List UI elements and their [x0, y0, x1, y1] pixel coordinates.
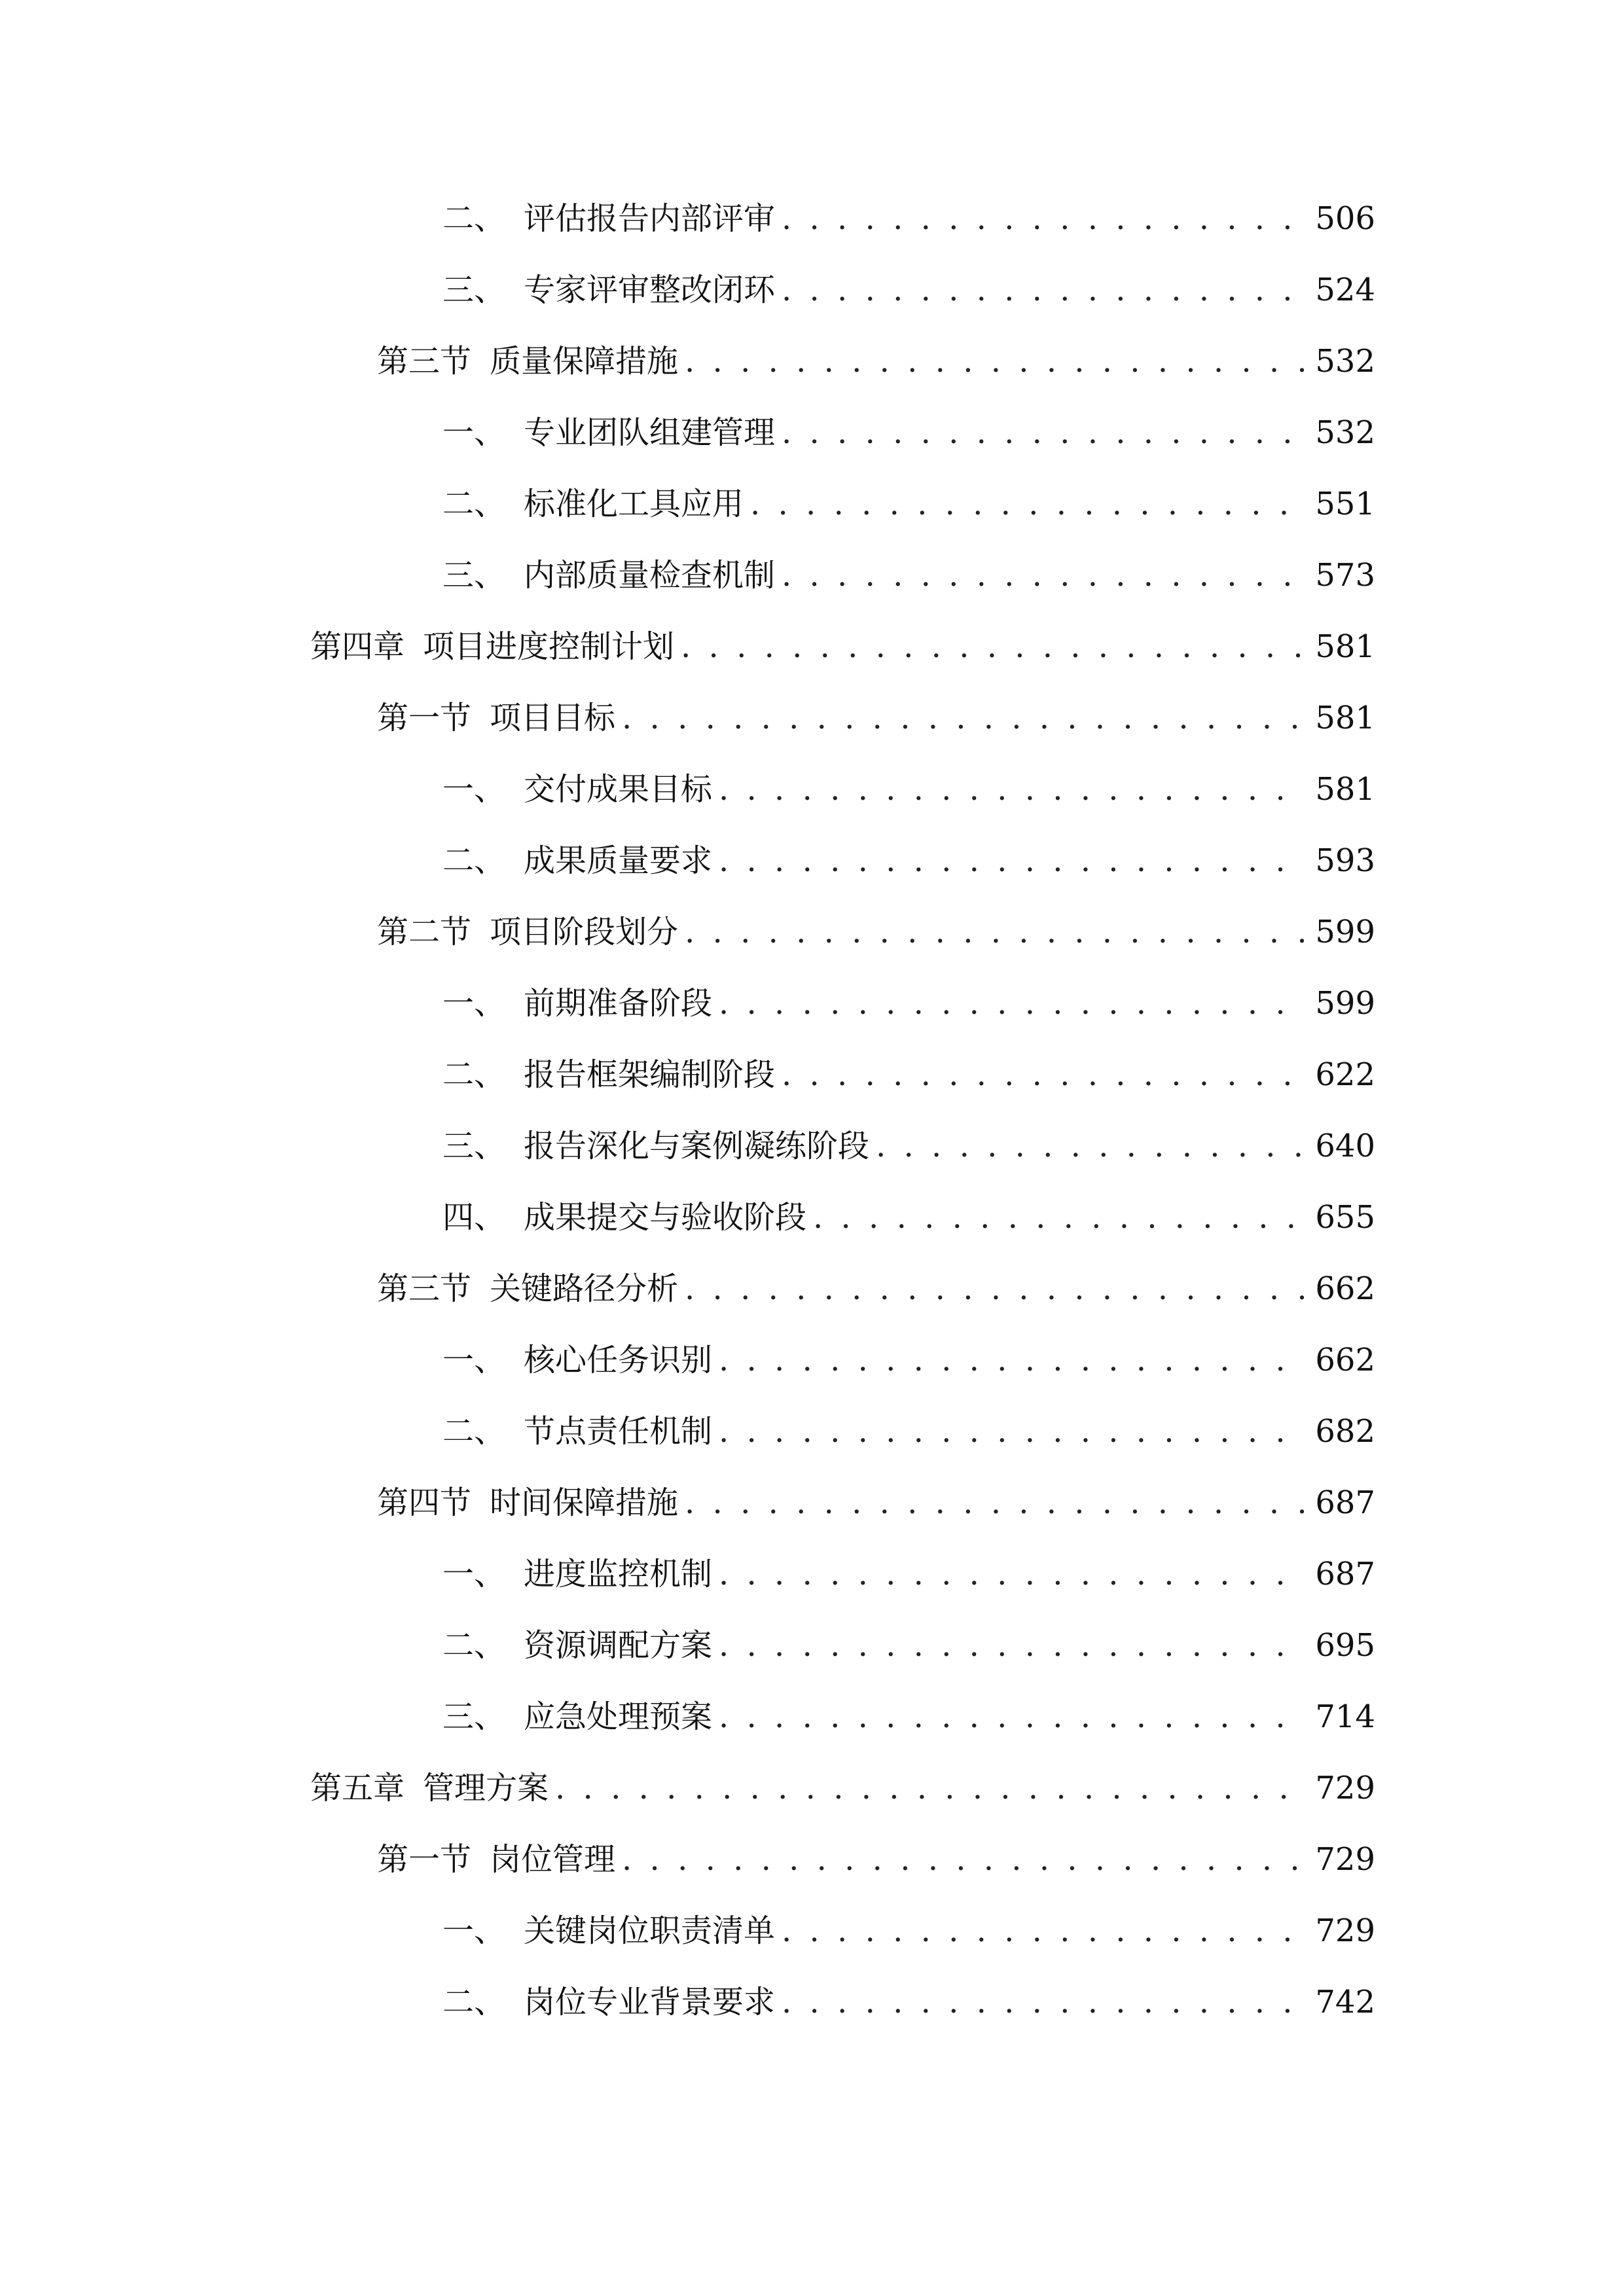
- toc-entry[interactable]: [377, 1833, 1375, 1886]
- toc-entry-title: 项目阶段划分: [490, 914, 679, 950]
- toc-entry[interactable]: [377, 335, 1375, 387]
- toc-entry-page: 593: [1315, 842, 1375, 879]
- toc-entry-title: 前期准备阶段: [524, 985, 713, 1022]
- toc-entry-number: 二、: [442, 1056, 506, 1093]
- toc-entry-number: 三、: [442, 1698, 506, 1735]
- toc-entry-number: 第三节: [377, 343, 472, 380]
- dot-leader: [750, 488, 1306, 520]
- toc-entry[interactable]: [442, 478, 1375, 530]
- toc-entry-title: 交付成果目标: [524, 771, 713, 808]
- toc-entry-page: 581: [1315, 700, 1375, 736]
- dot-leader: [782, 560, 1306, 591]
- toc-entry-page: 682: [1315, 1413, 1375, 1450]
- toc-entry-number: 第四节: [377, 1484, 472, 1521]
- dot-leader: [719, 845, 1306, 876]
- toc-entry[interactable]: [442, 1405, 1375, 1458]
- toc-entry-page: 687: [1315, 1556, 1375, 1592]
- toc-entry-number: 三、: [442, 557, 506, 594]
- toc-entry[interactable]: [442, 549, 1375, 601]
- toc-entry-number: 二、: [442, 1984, 506, 2020]
- toc-entry-page: 662: [1315, 1270, 1375, 1307]
- toc-entry-page: 729: [1315, 1770, 1375, 1806]
- toc-entry[interactable]: [442, 1619, 1375, 1672]
- toc-entry-number: 一、: [442, 771, 506, 808]
- toc-entry-number: 二、: [442, 486, 506, 522]
- toc-entry-title: 关键岗位职责清单: [524, 1912, 776, 1949]
- toc-entry-number: 第三节: [377, 1270, 472, 1307]
- toc-entry-page: 729: [1315, 1841, 1375, 1878]
- toc-entry-page: 714: [1315, 1698, 1375, 1735]
- toc-entry-page: 742: [1315, 1984, 1375, 2020]
- dot-leader: [719, 1701, 1306, 1732]
- toc-entry[interactable]: [442, 977, 1375, 1030]
- toc-entry[interactable]: [442, 834, 1375, 887]
- toc-entry-number: 一、: [442, 1342, 506, 1378]
- dot-leader: [555, 1772, 1306, 1804]
- toc-entry[interactable]: [442, 1120, 1375, 1172]
- dot-leader: [782, 417, 1306, 448]
- toc-entry-title: 岗位管理: [490, 1841, 616, 1878]
- toc-entry-page: 581: [1315, 771, 1375, 808]
- toc-entry-page: 655: [1315, 1199, 1375, 1236]
- toc-entry-title: 岗位专业背景要求: [524, 1984, 776, 2020]
- toc-entry[interactable]: [310, 1762, 1375, 1814]
- toc-entry-page: 622: [1315, 1056, 1375, 1093]
- toc-entry[interactable]: [442, 1334, 1375, 1386]
- toc-entry[interactable]: [442, 264, 1375, 316]
- toc-entry[interactable]: [442, 1049, 1375, 1101]
- toc-entry-title: 专家评审整改闭环: [524, 272, 776, 308]
- toc-entry[interactable]: [442, 1691, 1375, 1743]
- toc-entry[interactable]: [442, 1976, 1375, 2028]
- toc-entry-title: 报告深化与案例凝练阶段: [524, 1128, 870, 1164]
- dot-leader: [685, 346, 1306, 377]
- dot-leader: [685, 916, 1306, 948]
- toc-entry-page: 640: [1315, 1128, 1375, 1164]
- toc-entry[interactable]: [442, 763, 1375, 816]
- toc-entry[interactable]: [377, 906, 1375, 958]
- dot-leader: [782, 1059, 1306, 1090]
- toc-entry-title: 进度监控机制: [524, 1556, 713, 1592]
- dot-leader: [719, 774, 1306, 805]
- toc-entry-page: 551: [1315, 486, 1375, 522]
- toc-entry-page: 506: [1315, 200, 1375, 237]
- toc-entry[interactable]: [377, 692, 1375, 744]
- toc-entry-page: 662: [1315, 1342, 1375, 1378]
- toc-entry[interactable]: [310, 620, 1375, 673]
- toc-entry-number: 二、: [442, 1413, 506, 1450]
- toc-entry-title: 专业团队组建管理: [524, 414, 776, 451]
- dot-leader: [719, 988, 1306, 1019]
- toc-entry-title: 核心任务识别: [524, 1342, 713, 1378]
- toc-entry[interactable]: [442, 406, 1375, 459]
- toc-entry-page: 729: [1315, 1912, 1375, 1949]
- toc-entry-title: 资源调配方案: [524, 1627, 713, 1664]
- dot-leader: [719, 1630, 1306, 1661]
- dot-leader: [782, 203, 1306, 234]
- toc-entry[interactable]: [377, 1477, 1375, 1529]
- toc-entry[interactable]: [442, 192, 1375, 245]
- dot-leader: [622, 702, 1306, 734]
- toc-entry-number: 二、: [442, 1627, 506, 1664]
- toc-entry-page: 599: [1315, 914, 1375, 950]
- toc-entry[interactable]: [377, 1263, 1375, 1315]
- dot-leader: [719, 1344, 1306, 1376]
- toc-entry-title: 应急处理预案: [524, 1698, 713, 1735]
- dot-leader: [719, 1416, 1306, 1447]
- toc-entry-number: 一、: [442, 985, 506, 1022]
- dot-leader: [685, 1273, 1306, 1304]
- toc-entry-title: 标准化工具应用: [524, 486, 744, 522]
- toc-entry-number: 二、: [442, 842, 506, 879]
- toc-entry-number: 第四章: [310, 628, 405, 665]
- toc-entry-title: 成果质量要求: [524, 842, 713, 879]
- toc-entry-title: 报告框架编制阶段: [524, 1056, 776, 1093]
- dot-leader: [782, 1915, 1306, 1946]
- toc-entry-title: 关键路径分析: [490, 1270, 679, 1307]
- toc-entry-title: 时间保障措施: [490, 1484, 679, 1521]
- toc-entry-number: 第二节: [377, 914, 472, 950]
- toc-entry-page: 599: [1315, 985, 1375, 1022]
- dot-leader: [782, 274, 1306, 306]
- dot-leader: [719, 1558, 1306, 1590]
- toc-entry-page: 532: [1315, 414, 1375, 451]
- toc-entry[interactable]: [442, 1191, 1375, 1244]
- dot-leader: [813, 1202, 1306, 1233]
- dot-leader: [681, 631, 1306, 662]
- toc-entry-title: 内部质量检查机制: [524, 557, 776, 594]
- toc-entry-page: 687: [1315, 1484, 1375, 1521]
- toc-entry-number: 一、: [442, 414, 506, 451]
- toc-entry-number: 三、: [442, 1128, 506, 1164]
- toc-entry-title: 项目进度控制计划: [423, 628, 675, 665]
- dot-leader: [876, 1130, 1306, 1162]
- toc-entry[interactable]: [442, 1548, 1375, 1600]
- toc-entry-number: 一、: [442, 1912, 506, 1949]
- toc-entry-title: 节点责任机制: [524, 1413, 713, 1450]
- toc-entry-title: 成果提交与验收阶段: [524, 1199, 807, 1236]
- toc-entry-number: 二、: [442, 200, 506, 237]
- toc-entry-page: 581: [1315, 628, 1375, 665]
- toc-entry-number: 第一节: [377, 700, 472, 736]
- toc-entry-title: 评估报告内部评审: [524, 200, 776, 237]
- toc-entry-page: 573: [1315, 557, 1375, 594]
- dot-leader: [782, 1986, 1306, 2018]
- toc-entry-number: 一、: [442, 1556, 506, 1592]
- toc-entry-number: 三、: [442, 272, 506, 308]
- toc-entry-number: 第五章: [310, 1770, 405, 1806]
- toc-entry-title: 管理方案: [423, 1770, 549, 1806]
- toc-entry-page: 532: [1315, 343, 1375, 380]
- toc-entry-number: 第一节: [377, 1841, 472, 1878]
- dot-leader: [685, 1487, 1306, 1518]
- dot-leader: [622, 1844, 1306, 1875]
- toc-entry-number: 四、: [442, 1199, 506, 1236]
- toc-entry-title: 项目目标: [490, 700, 616, 736]
- toc-entry[interactable]: [442, 1905, 1375, 1957]
- toc-entry-page: 524: [1315, 272, 1375, 308]
- toc-entry-title: 质量保障措施: [490, 343, 679, 380]
- toc-entry-page: 695: [1315, 1627, 1375, 1664]
